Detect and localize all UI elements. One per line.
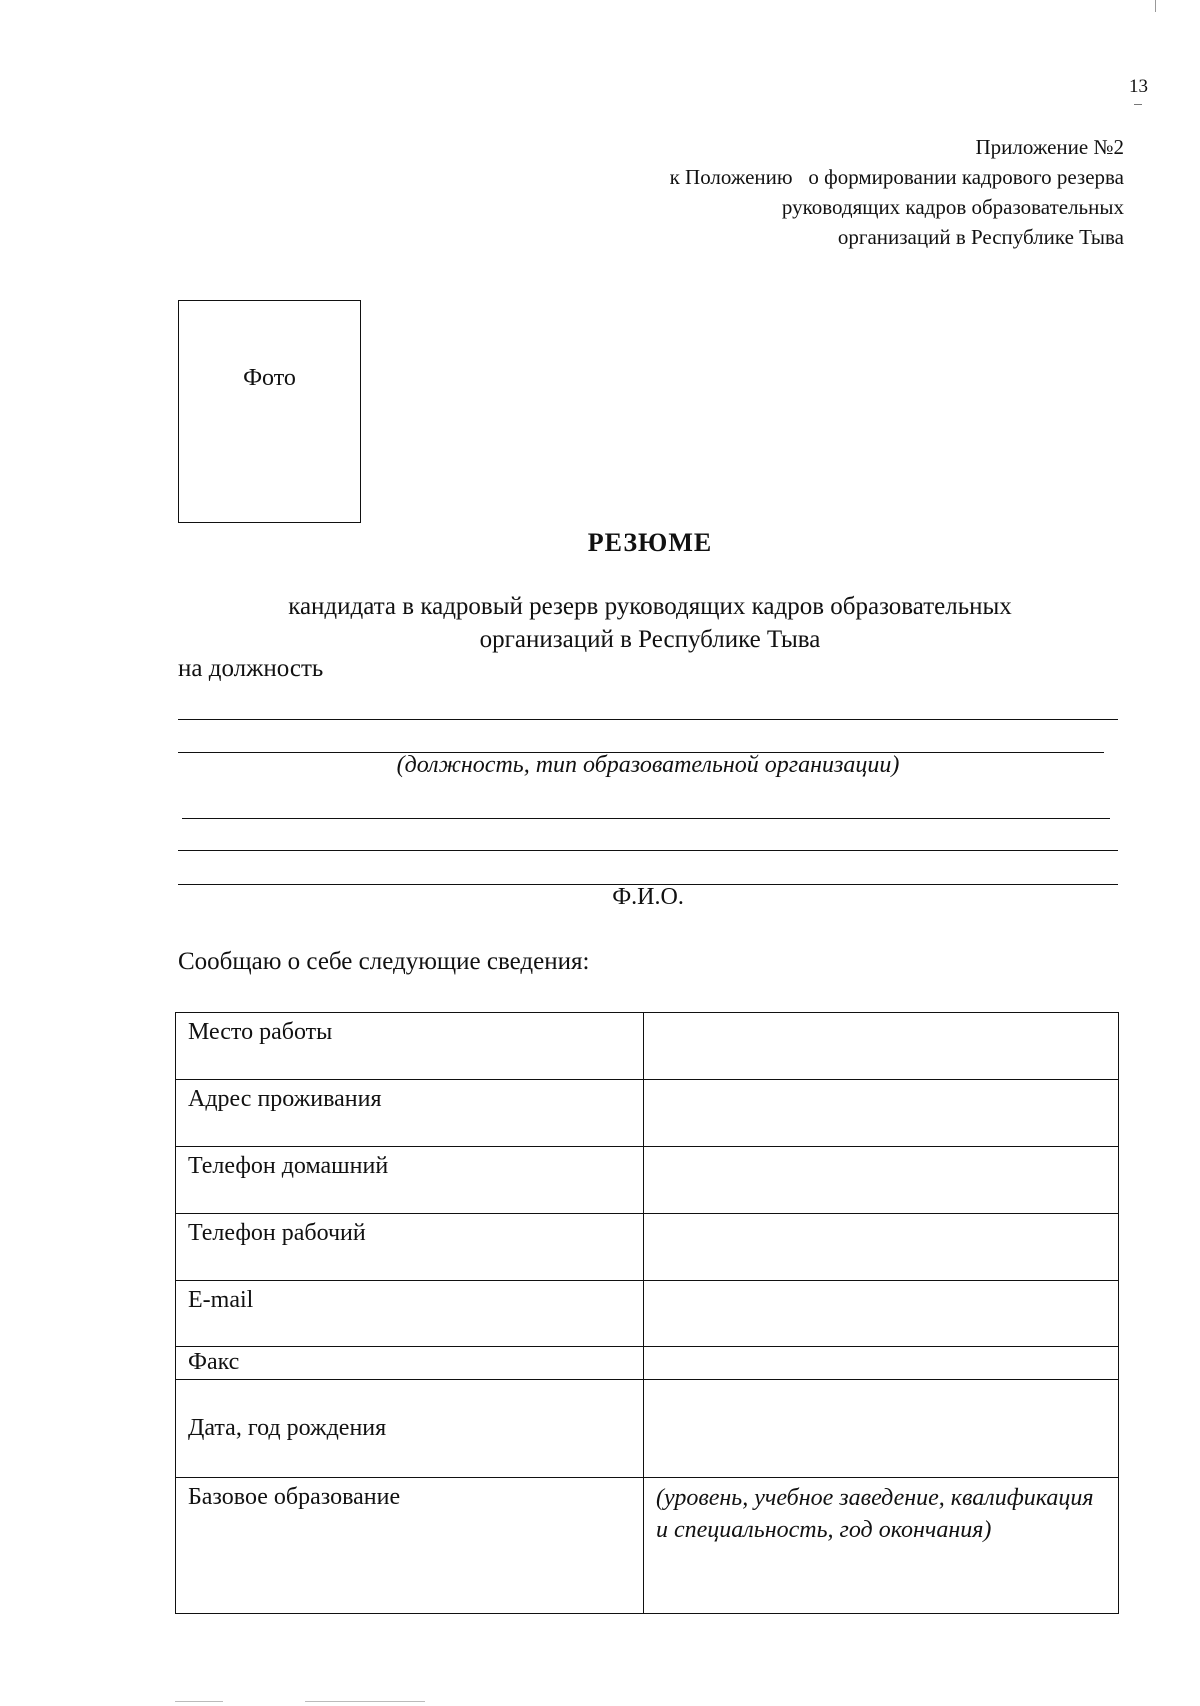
appendix-line-1: Приложение №2 [975,135,1124,159]
table-row [176,1380,1119,1478]
row-label-address: Адрес проживания [176,1080,644,1147]
appendix-line-3: руководящих кадров образовательных [781,195,1124,219]
table-row [176,1347,1119,1380]
personal-info-table [175,1012,1119,1614]
row-value-address[interactable] [644,1080,1119,1147]
document-subtitle [180,590,1120,656]
row-value-education-hint[interactable]: (уровень, учебное заведение, квалификация и специальность, год окончания) [644,1478,1119,1614]
appendix-line-2: к Положению о формировании кадрового резерва [669,165,1124,189]
row-label-fax: Факс [176,1347,644,1380]
page-number-tick [1134,104,1142,105]
photo-placeholder [178,300,361,523]
document-title: РЕЗЮМЕ [587,528,713,557]
table-row [176,1214,1119,1281]
row-value-home-phone[interactable] [644,1147,1119,1214]
row-label-education: Базовое образование [176,1478,644,1614]
subtitle-line-2: организаций в Республике Тыва [479,626,821,653]
row-label-birth-date: Дата, год рождения [176,1380,644,1478]
row-label-email: E-mail [176,1281,644,1347]
position-label: на должность [178,655,324,682]
appendix-header [504,132,1124,252]
table-row [176,1478,1119,1614]
table-row [176,1080,1119,1147]
fio-line-1[interactable] [182,818,1110,819]
photo-label: Фото [243,365,296,391]
row-value-work-phone[interactable] [644,1214,1119,1281]
row-value-email[interactable] [644,1281,1119,1347]
table-row [176,1013,1119,1080]
row-value-fax[interactable] [644,1347,1119,1380]
scan-edge-mark [1155,0,1156,12]
row-label-workplace: Место работы [176,1013,644,1080]
row-label-home-phone: Телефон домашний [176,1147,644,1214]
page-number: 13 [1129,76,1148,97]
scan-artifact-left [175,1701,223,1702]
row-label-work-phone: Телефон рабочий [176,1214,644,1281]
subtitle-line-1: кандидата в кадровый резерв руководящих кадров образовательных [288,593,1012,620]
row-value-workplace[interactable] [644,1013,1119,1080]
position-line-1[interactable] [178,719,1118,720]
table-row [176,1147,1119,1214]
table-row [176,1281,1119,1347]
fio-line-2[interactable] [178,850,1118,851]
appendix-line-4: организаций в Республике Тыва [837,225,1124,249]
fio-label: Ф.И.О. [612,884,684,910]
position-hint: (должность, тип образовательной организации) [396,752,900,778]
row-value-birth-date[interactable] [644,1380,1119,1478]
intro-text: Сообщаю о себе следующие сведения: [178,948,590,975]
scan-artifact-right [305,1701,425,1702]
